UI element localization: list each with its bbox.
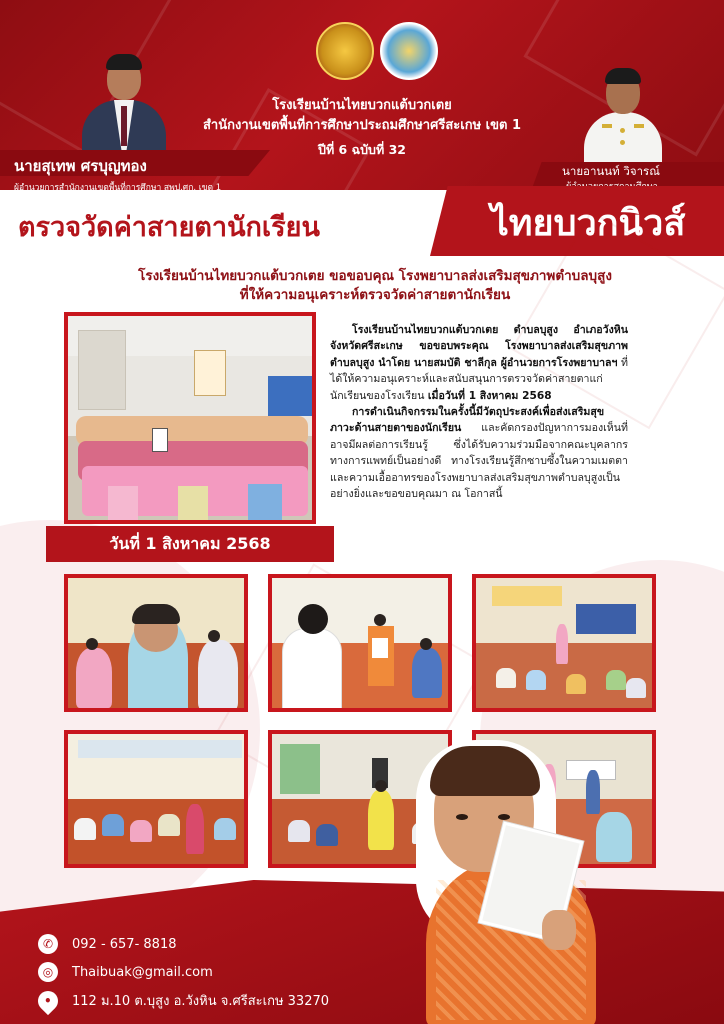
location-pin-icon: • — [34, 986, 62, 1014]
left-person-name: นายสุเทพ ศรบุญทอง — [14, 157, 147, 175]
article-paragraph — [330, 404, 628, 502]
school-name: โรงเรียนบ้านไทยบวกแต้บวกเตย — [272, 98, 452, 113]
office-emblem-logo — [380, 22, 438, 80]
subheadline-line: ที่ให้ความอนุเคราะห์ตรวจวัดค่าสายตานักเรียน — [239, 287, 511, 303]
phone-number: 092 - 657- 8818 — [72, 936, 177, 952]
postal-address: 112 ม.10 ต.บุสูง อ.วังหิน จ.ศรีสะเกษ 33270 — [72, 994, 330, 1009]
article-text: ที่ได้ให้ความอนุเคราะห์และสนับสนุนการตรวจวัดค่าสายตาแก่นักเรียนของโรงเรียน — [330, 356, 629, 402]
director-photo-left — [76, 36, 172, 154]
date-banner: วันที่ 1 สิงหาคม 2568 — [46, 526, 334, 562]
article-text-bold: การดำเนินกิจกรรมในครั้งนี้มีวัตถุประสงค์เพื่อส่งเสริมสุขภาวะด้านสายตาของนักเรียน — [330, 406, 605, 435]
contact-address — [38, 990, 329, 1011]
subheadline-line: โรงเรียนบ้านไทยบวกแต้บวกเตย ขอขอบคุณ โรงพยาบาลส่งเสริมสุขภาพตำบลบุสูง — [138, 268, 612, 284]
activity-photo — [64, 574, 248, 712]
header-titles — [200, 96, 524, 136]
globe-icon: ◎ — [38, 962, 58, 982]
phone-icon: ✆ — [38, 934, 58, 954]
issue-number: ปีที่ 6 ฉบับที่ 32 — [318, 142, 406, 157]
right-person-name: นายอานนท์ วิจารณ์ — [562, 164, 660, 178]
article-body — [330, 322, 628, 502]
article-text: และคัดกรองปัญหาการมองเห็นที่อาจมีผลต่อการเรียนรู้ ซึ่งได้รับความร่วมมือจากคณะบุคลากรทางการแพทย์เป็นอย่างดี ทางโรงเรียนรู้สึกซาบซึ้งในความเมตตาและความเอื้ออาทรของโรงพยาบาลส่งเสริมสุขภาพตำบลบุสูงเป็นอย่างยิ่งและขอขอบคุณมา ณ โอกาสนี้ — [330, 422, 628, 501]
activity-photo — [268, 574, 452, 712]
brand-title: ไทยบวกนิวส์ — [490, 203, 686, 244]
article-paragraph — [330, 322, 628, 404]
activity-photo — [64, 730, 248, 868]
article-text-bold: โรงเรียนบ้านไทยบวกแต้บวกเตย ตำบลบุสูง อำเภอวังหิน จังหวัดศรีสะเกษ ขอขอบพระคุณ โรงพยาบาลส่งเสริมสุขภาพตำบลบุสูง นำโดย นายสมบัติ ชาลีกุล ผู้อำนวยการโรงพยาบาลฯ — [330, 324, 628, 369]
email-address: Thaibuak@gmail.com — [72, 964, 213, 980]
boy-with-eye-card-photo — [396, 740, 606, 1024]
article-date: เมื่อวันที่ 1 สิงหาคม 2568 — [427, 389, 552, 402]
headline: ตรวจวัดค่าสายตานักเรียน — [18, 212, 320, 243]
principal-photo-right — [580, 58, 666, 168]
contact-phone — [38, 934, 177, 954]
activity-photo — [472, 574, 656, 712]
contact-email — [38, 962, 213, 982]
school-emblem-logo — [316, 22, 374, 80]
left-person-role: ผู้อำนวยการสำนักงานเขตพื้นที่การศึกษา สพป.ศก. เขต 1 — [14, 183, 222, 193]
office-name: สำนักงานเขตพื้นที่การศึกษาประถมศึกษาศรีสะเกษ เขต 1 — [202, 118, 522, 133]
main-group-photo — [64, 312, 316, 524]
